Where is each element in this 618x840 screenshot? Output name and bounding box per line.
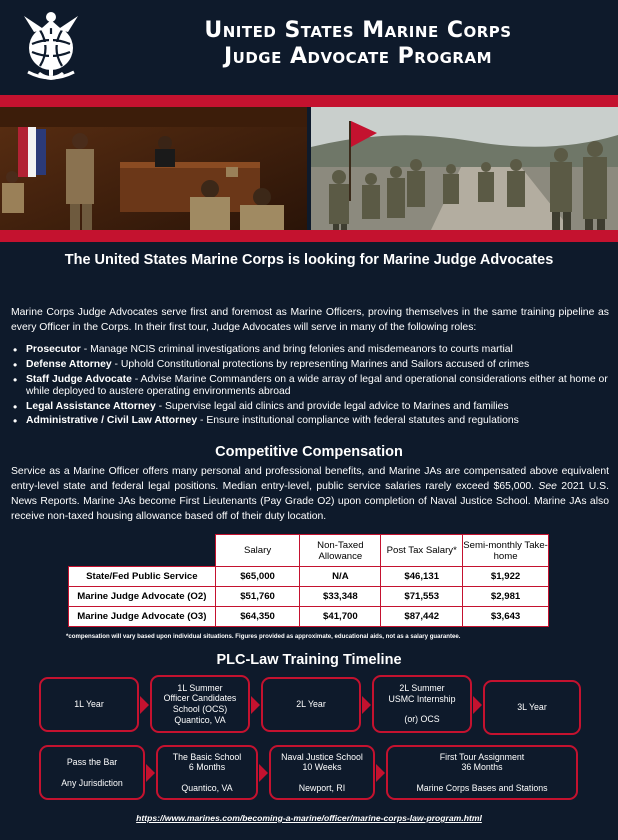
comp-text-2: 2021 U.S. News Reports. Marine JAs become First Lieutenants (Pay Grade O2) upon completion of Naval Justice School. Marine JAs also receive non-taxed housing allowance based off of their duty location. bbox=[11, 481, 609, 522]
roles-list bbox=[11, 344, 611, 430]
role-title: Staff Judge Advocate bbox=[26, 373, 132, 385]
timeline-arrow-icon bbox=[146, 764, 155, 782]
timeline-arrow-icon bbox=[362, 696, 371, 714]
role-desc: - Supervise legal aid clinics and provide legal advice to Marines and families bbox=[155, 400, 509, 412]
role-title: Prosecutor bbox=[26, 344, 81, 355]
row-label: Marine Judge Advocate (O2) bbox=[69, 587, 216, 607]
table-cell: $46,131 bbox=[381, 567, 463, 587]
step-line: The Basic School bbox=[172, 751, 242, 762]
timeline-arrow-icon bbox=[251, 696, 260, 714]
list-item bbox=[11, 401, 611, 413]
comp-text-1: Service as a Marine Officer offers many personal and professional benefits, and Marine JAs are compensated above equivalent entry-level state and federal legal positions. Median entry-level, public service salaries rarely exceed $65,000. bbox=[11, 466, 609, 492]
step-line: 1L Year bbox=[74, 699, 104, 710]
step-line: Pass the Bar bbox=[66, 756, 118, 767]
table-cell: $2,981 bbox=[463, 587, 549, 607]
marching-image-icon bbox=[311, 107, 618, 230]
timeline-step-bar bbox=[39, 745, 145, 800]
list-item bbox=[11, 344, 611, 356]
timeline-arrow-icon bbox=[140, 696, 149, 714]
title-line-1: United States Marine Corps bbox=[204, 18, 512, 43]
role-desc: - Ensure institutional compliance with federal statutes and regulations bbox=[197, 415, 519, 427]
top-red-divider bbox=[0, 95, 618, 107]
step-line: 6 Months bbox=[188, 762, 226, 773]
row-label: Marine Judge Advocate (O3) bbox=[69, 607, 216, 627]
timeline-step-njs bbox=[269, 745, 375, 800]
timeline-step-tbs bbox=[156, 745, 258, 800]
table-cell: $65,000 bbox=[215, 567, 300, 587]
list-item bbox=[11, 374, 611, 398]
step-sub: Quantico, VA bbox=[181, 782, 233, 793]
table-corner bbox=[69, 535, 216, 567]
table-row bbox=[69, 587, 549, 607]
timeline-step-2l-year bbox=[261, 677, 361, 732]
table-header-row bbox=[69, 535, 549, 567]
intro-paragraph: Marine Corps Judge Advocates serve first and foremost as Marine Officers, proving themselves in the same training pipeline as every Officer in the Corps. In their first tour, Judge Advocates will serve in many of the following roles: bbox=[11, 307, 609, 333]
comp-text-see: See bbox=[538, 481, 557, 492]
intro-heading: The United States Marine Corps is looking for Marine Judge Advocates bbox=[64, 252, 554, 268]
timeline-arrow-icon bbox=[376, 764, 385, 782]
column-header: Salary bbox=[215, 535, 300, 567]
step-sub: Marine Corps Bases and Stations bbox=[416, 782, 548, 793]
list-item bbox=[11, 415, 611, 427]
timeline-step-1l-year bbox=[39, 677, 139, 732]
table-cell: $64,350 bbox=[215, 607, 300, 627]
role-title: Administrative / Civil Law Attorney bbox=[26, 415, 198, 427]
compensation-table bbox=[68, 534, 549, 627]
marines-marching-photo bbox=[311, 107, 618, 230]
timeline-step-first-tour bbox=[386, 745, 578, 800]
timeline-heading: PLC-Law Training Timeline bbox=[216, 652, 402, 668]
compensation-footnote: *compensation will vary based upon individual situations. Figures provided as approximate, educational aids, not as a salary guarantee. bbox=[66, 633, 461, 640]
header bbox=[0, 0, 618, 93]
table-cell: $3,643 bbox=[463, 607, 549, 627]
page-title bbox=[98, 18, 618, 70]
step-line: USMC Internship bbox=[388, 693, 456, 704]
timeline-step-3l-year bbox=[483, 680, 581, 735]
step-line: Quantico, VA bbox=[174, 714, 226, 725]
timeline-arrow-icon bbox=[259, 764, 268, 782]
role-desc: - Manage NCIS criminal investigations and bring felonies and misdemeanors to courts martial bbox=[80, 344, 513, 355]
step-line: 36 Months bbox=[461, 762, 503, 773]
timeline-arrow-icon bbox=[473, 696, 482, 714]
step-line: 3L Year bbox=[517, 702, 547, 713]
table-cell: $51,760 bbox=[215, 587, 300, 607]
table-cell: $71,553 bbox=[381, 587, 463, 607]
step-sub: Any Jurisdiction bbox=[61, 777, 123, 788]
step-sub: Newport, RI bbox=[298, 782, 346, 793]
role-title: Defense Attorney bbox=[26, 358, 112, 370]
step-sub: (or) OCS bbox=[404, 714, 440, 725]
step-line: 10 Weeks bbox=[302, 762, 342, 773]
role-title: Legal Assistance Attorney bbox=[26, 400, 156, 412]
step-line: 2L Year bbox=[296, 699, 326, 710]
title-line-2: Judge Advocate Program bbox=[223, 44, 493, 69]
column-header: Semi-monthly Take-home bbox=[463, 535, 549, 567]
role-desc: - Uphold Constitutional protections by representing Marines and Sailors accused of crimes bbox=[111, 358, 530, 370]
courtroom-image-icon bbox=[0, 107, 307, 230]
table-cell: $33,348 bbox=[300, 587, 381, 607]
compensation-paragraph bbox=[11, 464, 609, 524]
step-line: School (OCS) bbox=[172, 704, 228, 714]
step-line: First Tour Assignment bbox=[439, 751, 525, 762]
table-row bbox=[69, 607, 549, 627]
column-header: Non-Taxed Allowance bbox=[300, 535, 381, 567]
table-cell: N/A bbox=[300, 567, 381, 587]
role-desc: - Advise Marine Commanders on a wide array of legal and operational considerations either at home or while deployed to austere operating environments abroad bbox=[26, 373, 608, 397]
step-line: 2L Summer bbox=[399, 683, 445, 694]
step-line: Officer Candidates bbox=[163, 693, 237, 704]
timeline-step-internship bbox=[372, 675, 472, 733]
eagle-globe-anchor-icon bbox=[18, 6, 84, 84]
step-line: Naval Justice School bbox=[281, 751, 363, 762]
courtroom-photo bbox=[0, 107, 307, 230]
program-link[interactable]: https://www.marines.com/becoming-a-marine/officer/marine-corps-law-program.html bbox=[136, 813, 482, 823]
timeline-step-ocs bbox=[150, 675, 250, 733]
list-item bbox=[11, 359, 611, 371]
photo-strip bbox=[0, 107, 618, 230]
bottom-red-divider bbox=[0, 230, 618, 242]
table-cell: $87,442 bbox=[381, 607, 463, 627]
table-row bbox=[69, 567, 549, 587]
step-line: 1L Summer bbox=[177, 682, 223, 693]
column-header: Post Tax Salary* bbox=[381, 535, 463, 567]
table-cell: $1,922 bbox=[463, 567, 549, 587]
compensation-heading: Competitive Compensation bbox=[215, 444, 403, 460]
table-cell: $41,700 bbox=[300, 607, 381, 627]
row-label: State/Fed Public Service bbox=[69, 567, 216, 587]
